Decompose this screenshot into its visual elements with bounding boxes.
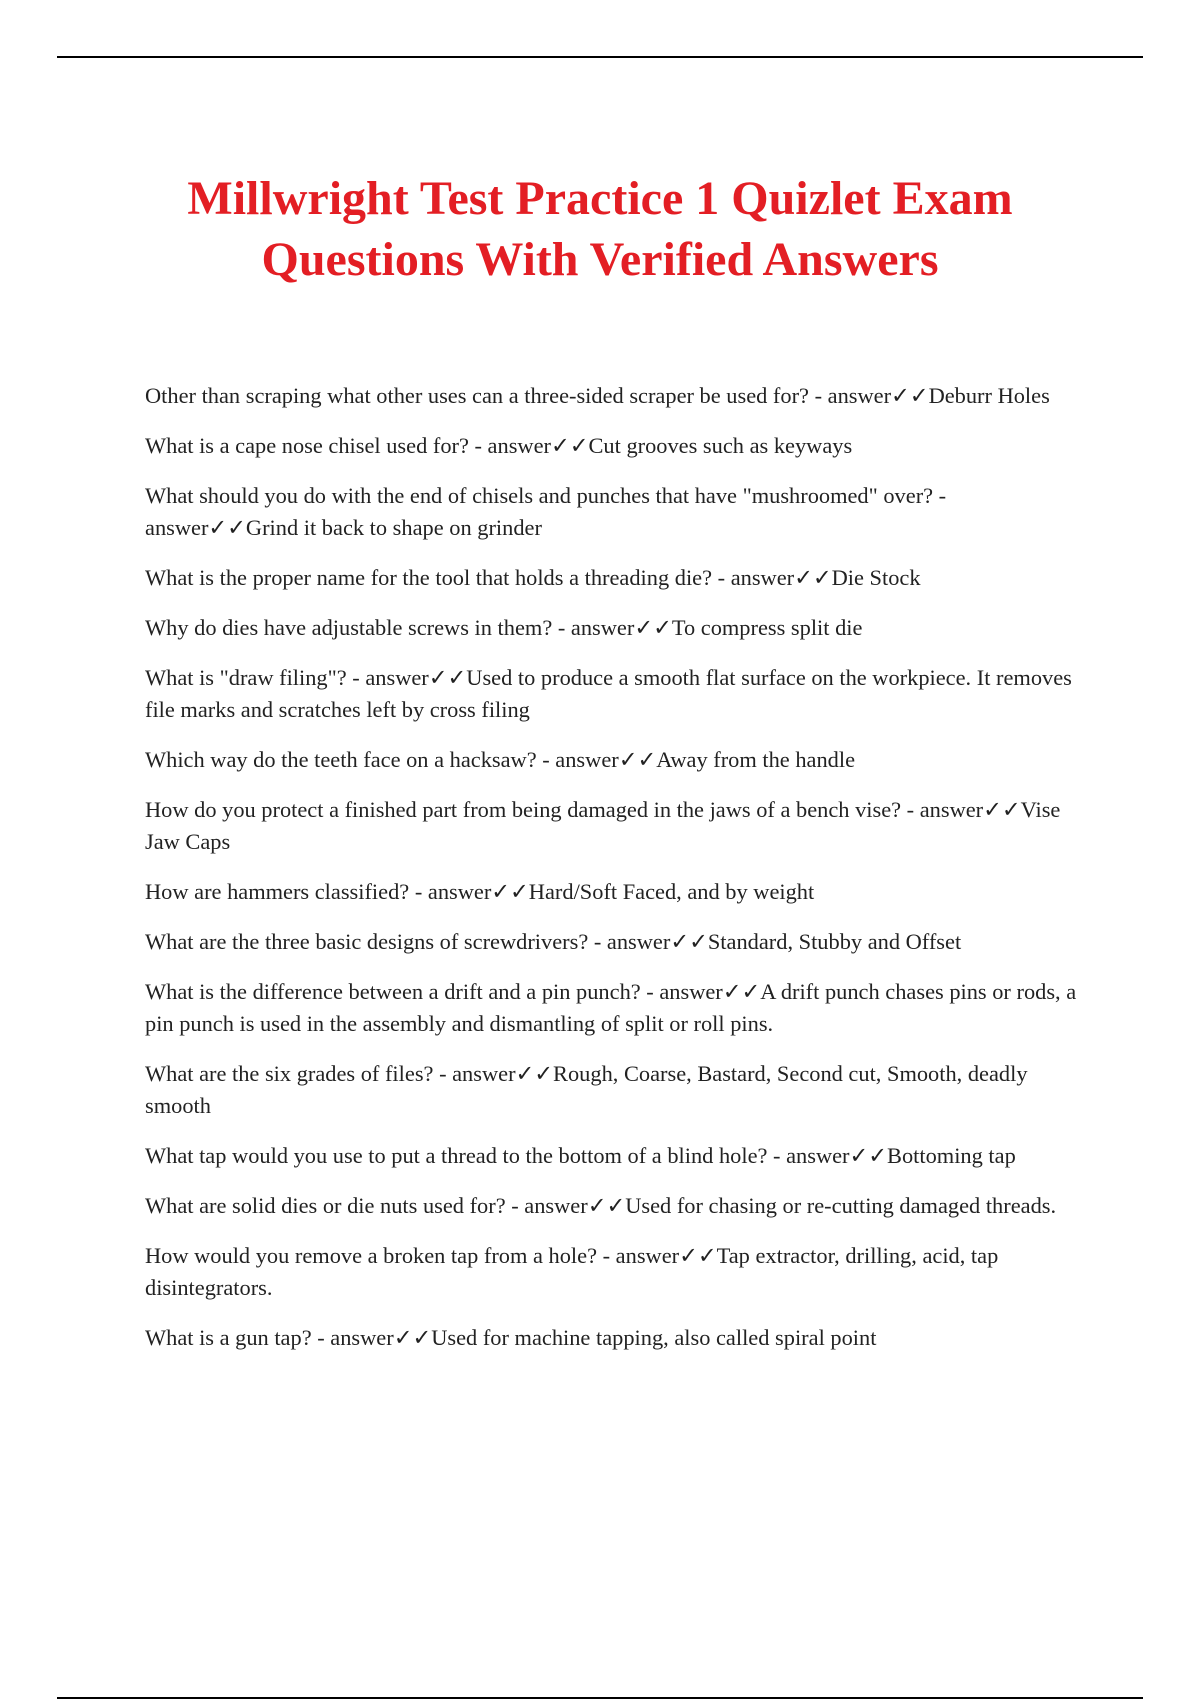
document-title: Millwright Test Practice 1 Quizlet Exam Questions With Verified Answers [187,172,1013,286]
qa-item: What is the difference between a drift and a pin punch? - answer✓✓A drift punch chases pins or rods, a pin punch is used in the assembly and dismantling of split or roll pins. [145,979,1077,1036]
qa-item: What are the six grades of files? - answer✓✓Rough, Coarse, Bastard, Second cut, Smooth, deadly smooth [145,1061,1028,1118]
qa-item: What tap would you use to put a thread to the bottom of a blind hole? - answer✓✓Bottoming tap [145,1143,1016,1168]
qa-item: How are hammers classified? - answer✓✓Hard/Soft Faced, and by weight [145,879,815,904]
qa-item: What should you do with the end of chisels and punches that have "mushroomed" over? - answer✓✓Grind it back to shape on grinder [145,483,947,540]
qa-item: How would you remove a broken tap from a hole? - answer✓✓Tap extractor, drilling, acid, tap disintegrators. [145,1243,999,1300]
qa-item: How do you protect a finished part from being damaged in the jaws of a bench vise? - answer✓✓Vise Jaw Caps [145,797,1061,854]
header-rule [57,56,1143,58]
qa-item: What are the three basic designs of screwdrivers? - answer✓✓Standard, Stubby and Offset [145,929,962,954]
qa-item: What is a cape nose chisel used for? - answer✓✓Cut grooves such as keyways [145,433,853,458]
qa-item: What are solid dies or die nuts used for? - answer✓✓Used for chasing or re-cutting damaged threads. [145,1193,1057,1218]
qa-item: Which way do the teeth face on a hacksaw? - answer✓✓Away from the handle [145,747,856,772]
qa-list [145,380,1090,1372]
footer-rule [57,1697,1143,1699]
qa-item: Other than scraping what other uses can a three-sided scraper be used for? - answer✓✓Deburr Holes [145,383,1050,408]
qa-item: What is the proper name for the tool that holds a threading die? - answer✓✓Die Stock [145,565,921,590]
qa-item: What is a gun tap? - answer✓✓Used for machine tapping, also called spiral point [145,1325,877,1350]
qa-item: What is "draw filing"? - answer✓✓Used to produce a smooth flat surface on the workpiece. It removes file marks and scratches left by cross filing [145,665,1072,722]
qa-item: Why do dies have adjustable screws in them? - answer✓✓To compress split die [145,615,863,640]
